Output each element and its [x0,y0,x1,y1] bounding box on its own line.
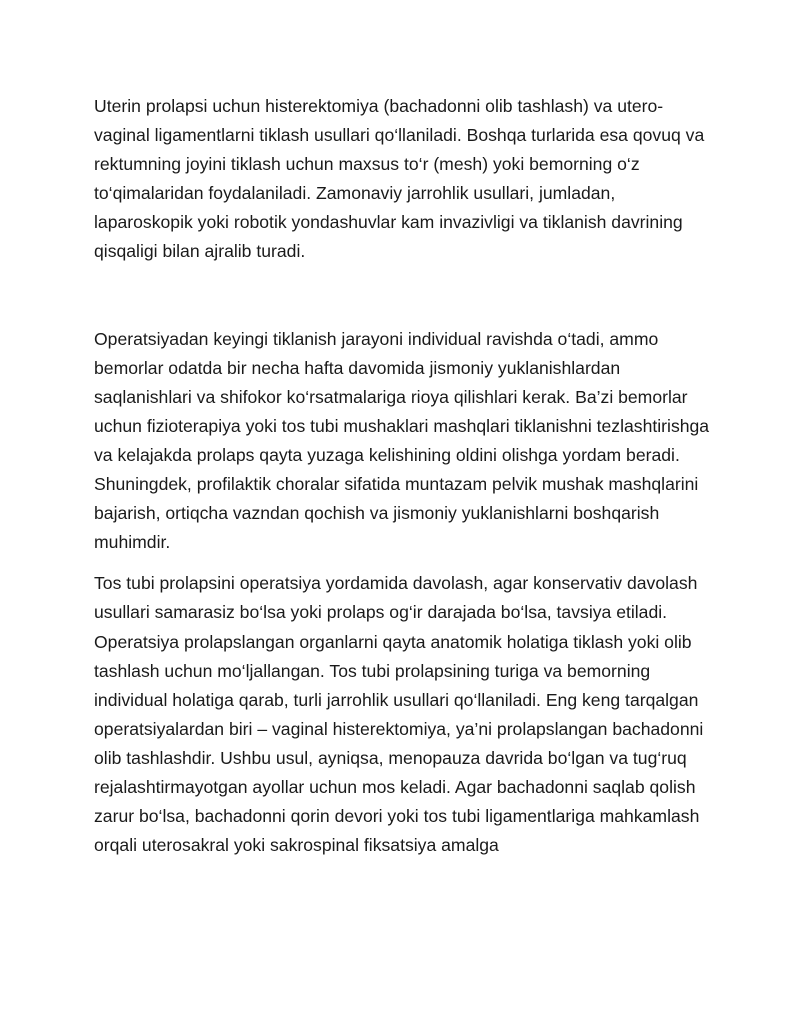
document-body [94,92,716,860]
paragraph-2: Operatsiyadan keyingi tiklanish jarayoni individual ravishda o‘tadi, ammo bemorlar odatda bir necha hafta davomida jismoniy yuklanishlardan saqlanishlari va shifokor ko‘rsatmalariga rioya qilishlari kerak. Ba’zi bemorlar uchun fizioterapiya yoki tos tubi mushaklari mashqlari tiklanishni tezlashtirishga va kelajakda prolaps qayta yuzaga kelishining oldini olishga yordam beradi. Shuningdek, profilaktik choralar sifatida muntazam pelvik mushak mashqlarini bajarish, ortiqcha vazndan qochish va jismoniy yuklanishlarni boshqarish muhimdir. [94,328,710,553]
paragraph-1: Uterin prolapsi uchun histerektomiya (bachadonni olib tashlash) va utero-vaginal ligamentlarni tiklash usullari qo‘llaniladi. Boshqa turlarida esa qovuq va rektumning joyini tiklash uchun maxsus to‘r (mesh) yoki bemorning o‘z to‘qimalaridan foydalaniladi. Zamonaviy jarrohlik usullari, jumladan, laparoskopik yoki robotik yondashuvlar kam invazivligi va tiklanish davrining qisqaligi bilan ajralib turadi. [94,96,705,262]
paragraph-3: Tos tubi prolapsini operatsiya yordamida davolash, agar konservativ davolash usullari samarasiz bo‘lsa yoki prolaps og‘ir darajada bo‘lsa, tavsiya etiladi. Operatsiya prolapslangan organlarni qayta anatomik holatiga tiklash yoki olib tashlash uchun mo‘ljallangan. Tos tubi prolapsining turiga va bemorning individual holatiga qarab, turli jarrohlik usullari qo‘llaniladi. Eng keng tarqalgan operatsiyalardan biri – vaginal histerektomiya, ya’ni prolapslangan bachadonni olib tashlashdir. Ushbu usul, ayniqsa, menopauza davrida bo‘lgan va tug‘ruq rejalashtirmayotgan ayollar uchun mos keladi. Agar bachadonni saqlab qolish zarur bo‘lsa, bachadonni qorin devori yoki tos tubi ligamentlariga mahkamlash orqali uterosakral yoki sakrospinal fiksatsiya amalga [94,573,704,856]
